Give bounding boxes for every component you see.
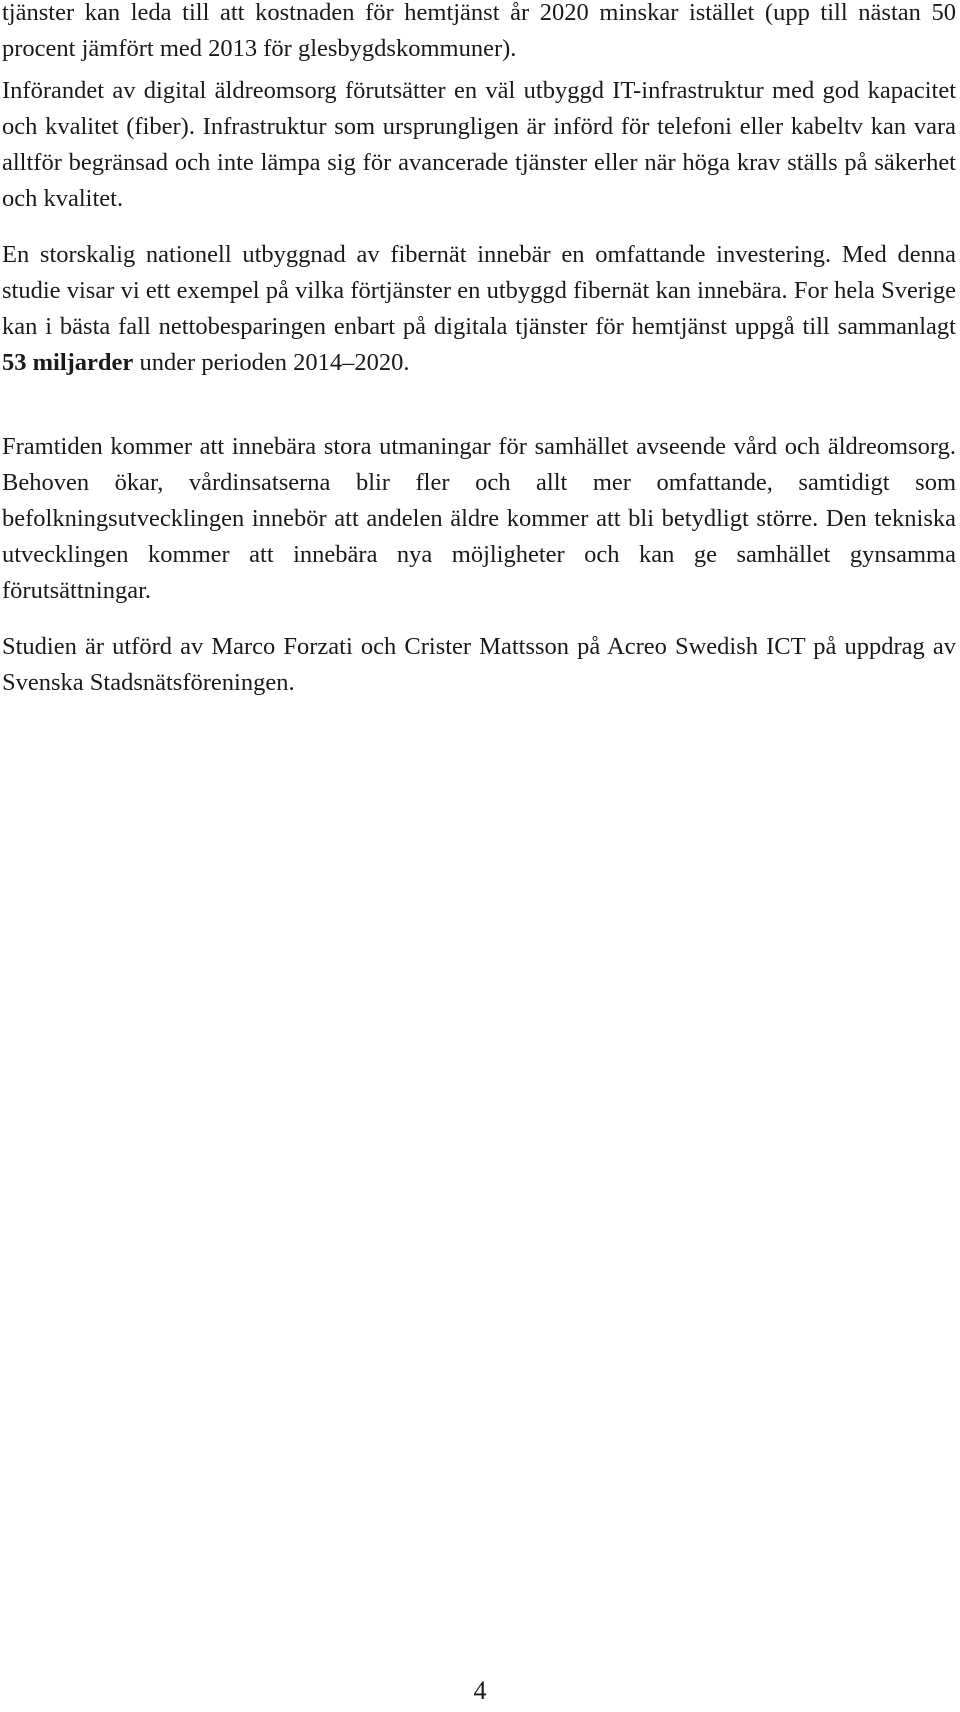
paragraph-study-authors: Studien är utförd av Marco Forzati och Crister Mattsson på Acreo Swedish ICT på uppdrag av Svenska Stadsnätsföreningen. — [2, 633, 956, 696]
paragraph-future-challenges: Framtiden kommer att innebära stora utmaningar för samhället avseende vård och äldreomsorg. Behoven ökar, vårdinsatserna blir fler och allt mer omfattande, samtidigt som befolkningsutvecklingen innebör att andelen äldre kommer att bli betydligt större. Den tekniska utvecklingen kommer att innebära nya möjligheter och kan ge samhället gynsamma förutsättningar. — [2, 433, 956, 604]
fiber-investment-text-after: under perioden 2014–2020. — [133, 349, 410, 376]
page-number: 4 — [473, 1676, 487, 1705]
fiber-investment-text-before: En storskalig nationell utbyggnad av fibernät innebär en omfattande investering. Med denna studie visar vi ett exempel på vilka förtjänster en utbyggd fibernät kan innebära. For hela Sverige kan i bästa fall nettobesparingen enbart på digitala tjänster för hemtjänst uppgå till sammanlagt — [2, 241, 956, 340]
paragraph-fiber-investment — [2, 237, 956, 381]
savings-amount-emphasis: 53 miljarder — [2, 349, 134, 376]
paragraph-it-infrastructure: Införandet av digital äldreomsorg förutsätter en väl utbyggd IT-infrastruktur med god kapacitet och kvalitet (fiber). Infrastruktur som ursprungligen är införd för telefoni eller kabeltv kan vara alltför begränsad och inte lämpa sig för avancerade tjänster eller när höga krav ställs på säkerhet och kvalitet. — [2, 77, 956, 212]
paragraph-cost-reduction: tjänster kan leda till att kostnaden för hemtjänst år 2020 minskar istället (upp till nästan 50 procent jämfört med 2013 för glesbygdskommuner). — [2, 0, 956, 62]
